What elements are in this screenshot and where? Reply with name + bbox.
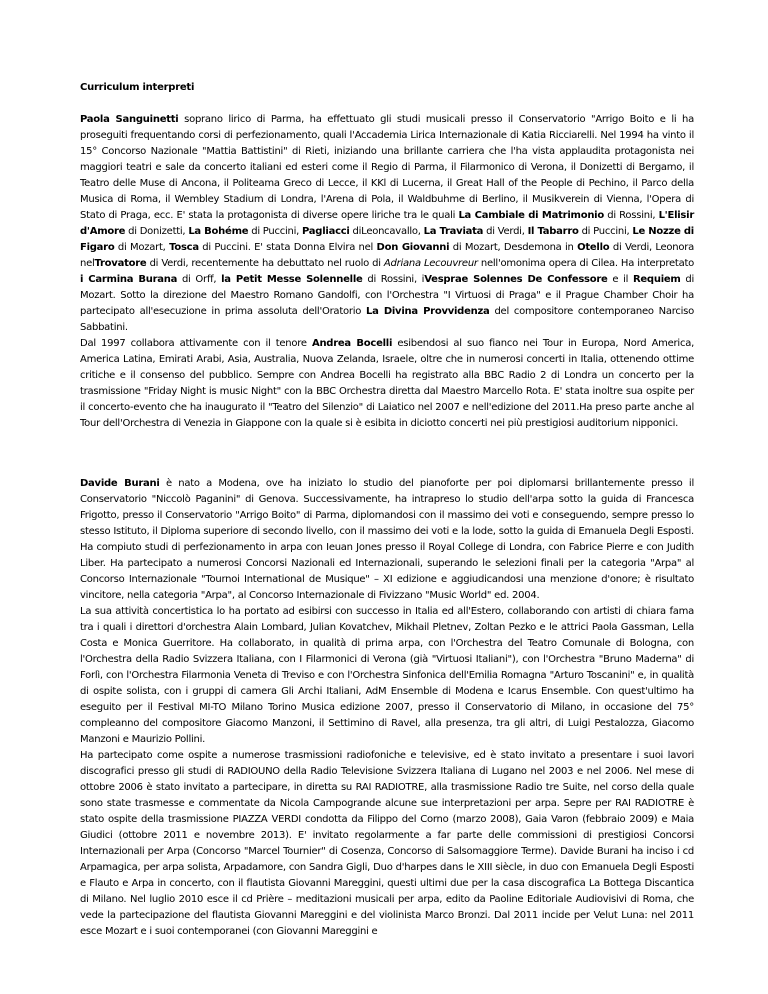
document-heading: Curriculum interpreti	[80, 82, 195, 93]
bio-text: di Puccini. E' stata Donna Elvira nel	[198, 242, 377, 253]
bio-text: di Mozart,	[114, 242, 170, 253]
bio-text: e il	[607, 274, 633, 285]
opera-title: L'Elisir d'Amore	[80, 210, 694, 237]
bio-text: La sua attività concertistica lo ha portato ad esibirsi con successo in Italia ed all'Estero, collaborando con artisti di chiara fama tra i quali i direttori d'orchestra Alain Lombard, Julian Kovatchev, Mikhail Pletnev, Zoltan Pezko e le attrici Paola Gassman, Lella Costa e Monica Guerritore. Ha collaborato, in qualità di prima arpa, con l'Orchestra del Teatro Comunale di Bologna, con l'Orchestra della Radio Svizzera Italiana, con I Filarmonici di Verona (già "Virtuosi Italiani"), con l'Orchestra "Bruno Maderna" di Forlì, con l'Orchestra Filarmonia Veneta di Treviso e con l'Orchestra Sinfonica dell'Emilia Romagna "Arturo Toscanini" e, in qualità di ospite solista, con i gruppi di camera Gli Archi Italiani, AdM Ensemble di Modena e Icarus Ensemble. Con quest'ultimo ha eseguito per il Festival MI-TO Milano Torino Musica edizione 2007, presso il Conservatorio di Milano, in occasione del 75° compleanno del compositore Giacomo Manzoni, il Settimino di Ravel, alla presenza, tra gli altri, di Luigi Pestalozza, Giacomo Manzoni e Maurizio Pollini.	[80, 606, 694, 745]
opera-title: i Carmina Burana	[80, 274, 178, 285]
bio-text: di Mozart, Desdemona in	[449, 242, 578, 253]
opera-title: Pagliacci	[302, 226, 350, 237]
bio-text: Dal 1997 collabora attivamente con il tenore	[80, 338, 312, 349]
burani-bio-paragraph	[80, 476, 694, 940]
opera-title: la Petit Messe Solennelle	[221, 274, 363, 285]
collaborator-name: Andrea Bocelli	[311, 338, 393, 349]
bio-text: di Puccini,	[248, 226, 302, 237]
bio-text: è nato a Modena, ove ha iniziato lo studio del pianoforte per poi diplomarsi brillantemente presso il Conservatorio "Niccolò Paganini" di Genova. Successivamente, ha intrapreso lo studio dell'arpa sotto la guida di Francesca Frigotto, presso il Conservatorio "Arrigo Boito" di Parma, diplomandosi con il massimo dei voti e conseguendo, sempre presso lo stesso Istituto, il Diploma superiore di secondo livello, con il massimo dei voti e la lode, sotto la guida di Emanuela Degli Esposti. Ha compiuto studi di perfezionamento in arpa con Ieuan Jones presso il Royal College di Londra, con Fabrice Pierre e con Judith Liber. Ha partecipato a numerosi Concorsi Nazionali ed Internazionali, superando le selezioni finali per la categoria "Arpa" al Concorso Internazionale "Tournoi International de Musique" – XI edizione e aggiudicandosi una menzione d'onore; è risultato vincitore, nella categoria "Arpa", al Concorso Internazionale di Fivizzano "Music World" ed. 2004.	[80, 478, 694, 601]
bio-text: del compositore contemporaneo Narciso Sabbatini.	[80, 306, 694, 333]
opera-title: Otello	[577, 242, 610, 253]
opera-title: Requiem	[632, 274, 681, 285]
bio-text: di Verdi, Leonora nel	[80, 242, 694, 269]
bio-text: di Rossini, i	[362, 274, 425, 285]
opera-title: Il Tabarro	[527, 226, 579, 237]
sanguinetti-bio-paragraph	[80, 112, 694, 432]
opera-title: La Bohéme	[188, 226, 249, 237]
opera-title: Le Nozze di Figaro	[80, 226, 694, 253]
bio-text: Ha partecipato come ospite a numerose trasmissioni radiofoniche e televisive, ed è stato invitato a presentare i suoi lavori discografici presso gli studi di RADIOUNO della Radio Televisione Svizzera Italiana di Lugano nel 2003 e nel 2006. Nel mese di ottobre 2006 è stato invitato a partecipare, in diretta su RAI RADIOTRE, alla trasmissione Radio tre Suite, nel corso della quale sono state trasmesse e commentate da Nicola Campogrande alcune sue interpretazioni per arpa. Sepre per RAI RADIOTRE è stato ospite della trasmissione PIAZZA VERDI condotta da Filippo del Corno (marzo 2008), Gaia Varon (febbraio 2009) e Maia Giudici (ottobre 2011 e novembre 2013). E' invitato regolarmente a far parte delle commissioni di prestigiosi Concorsi Internazionali per Arpa (Concorso "Marcel Tournier" di Cosenza, Concorso di Salsomaggiore Terme). Davide Burani ha inciso i cd Arpamagica, per arpa solista, Arpadamore, con Sandra Gigli, Duo d'harpes dans le XIII siècle, in duo con Emanuela Degli Esposti e Flauto e Arpa in concerto, con il flautista Giovanni Mareggini, questi ultimi due per la casa discografica La Bottega Discantica di Milano. Nel luglio 2010 esce il cd Prière – meditazioni musicali per arpa, edito da Paoline Editoriale Audiovisivi di Roma, che vede la partecipazione del flautista Giovanni Mareggini e del violinista Marco Bronzi. Dal 2011 incide per Velut Luna: nel 2011 esce Mozart e i suoi contemporanei (con Giovanni Mareggini e	[80, 750, 694, 937]
performer-name: Paola Sanguinetti	[80, 114, 179, 125]
opera-title: La Traviata	[423, 226, 484, 237]
opera-title: La Cambiale di Matrimonio	[458, 210, 604, 221]
opera-title: La Divina Provvidenza	[366, 306, 490, 317]
bio-text: nell'omonima opera di Cilea. Ha interpretato	[477, 258, 694, 269]
bio-text: esibendosi al suo fianco nei Tour in Europa, Nord America, America Latina, Emirati Arabi, Asia, Australia, Nuova Zelanda, Israele, oltre che in numerosi concerti in Italia, ottenendo ottime critiche e il consenso del pubblico. Sempre con Andrea Bocelli ha registrato alla BBC Radio 2 di Londra un concerto per la trasmissione "Friday Night is music Night" con la BBC Orchestra diretta dal Maestro Marcello Rota. E' stata inoltre sua ospite per il concerto-evento che ha inaugurato il "Teatro del Silenzio" di Laiatico nel 2007 e nell'edizione del 2011.Ha preso parte anche al Tour dell'Orchestra di Venezia in Giappone con la quale si è esibita in diciotto concerti nei più prestigiosi auditorium nipponici.	[80, 338, 695, 429]
opera-title: Vesprae Solennes De Confessore	[424, 274, 608, 285]
bio-text: di Donizetti,	[125, 226, 189, 237]
bio-text: di Verdi, recentemente ha debuttato nel ruolo di	[146, 258, 384, 269]
performer-name: Davide Burani	[80, 478, 160, 489]
bio-text: soprano lirico di Parma, ha effettuato gli studi musicali presso il Conservatorio "Arrigo Boito e li ha proseguiti frequentando corsi di perfezionamento, quali l'Accademia Lirica Internazionale di Katia Ricciarelli. Nel 1994 ha vinto il 15° Concorso Nazionale "Mattia Battistini" di Rieti, iniziando una brillante carriera che l'ha vista applaudita protagonista nei maggiori teatri e sale da concerto italiani ed esteri come il Regio di Parma, il Filarmonico di Verona, il Donizetti di Bergamo, il Teatro delle Muse di Ancona, il Politeama Greco di Lecce, il KKl di Lucerna, il Great Hall of the People di Pechino, il Parco della Musica di Roma, il Wembley Stadium di Londra, l'Arena di Pola, il Waldbuhme di Berlino, il Musikverein di Vienna, l'Opera di Stato di Praga, ecc. E' stata la protagonista di diverse opere liriche tra le quali	[80, 114, 695, 221]
bio-text: di Puccini,	[578, 226, 633, 237]
bio-text: di Mozart. Sotto la direzione del Maestro Romano Gandolfi, con l'Orchestra "I Virtuosi di Praga" e il Prague Chamber Choir ha partecipato all'esecuzione in prima assoluta dell'Oratorio	[80, 274, 694, 317]
opera-title: Tosca	[169, 242, 199, 253]
bio-text: di Orff,	[177, 274, 222, 285]
bio-text: di Rossini,	[603, 210, 659, 221]
section-spacer	[80, 448, 694, 476]
bio-text: diLeoncavallo,	[349, 226, 424, 237]
opera-title: Don Giovanni	[376, 242, 450, 253]
bio-text: di Verdi,	[483, 226, 528, 237]
opera-title-italic: Adriana Lecouvreur	[383, 258, 478, 269]
document-page	[80, 80, 694, 940]
opera-title: Trovatore	[94, 258, 147, 269]
